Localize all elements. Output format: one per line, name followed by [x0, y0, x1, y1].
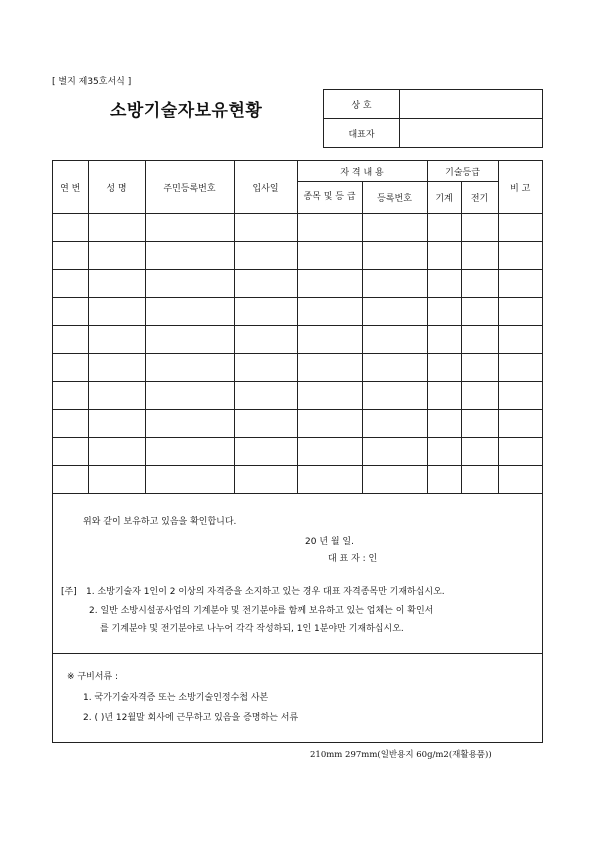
table-cell[interactable] — [53, 410, 88, 438]
table-cell[interactable] — [297, 382, 362, 410]
table-cell[interactable] — [145, 326, 234, 354]
table-cell[interactable] — [234, 214, 297, 242]
table-row — [53, 438, 542, 466]
table-cell[interactable] — [362, 242, 427, 270]
technician-table — [53, 161, 542, 494]
table-cell[interactable] — [297, 466, 362, 494]
col-header-mechanical: 기계 — [427, 182, 461, 214]
table-cell[interactable] — [427, 382, 461, 410]
page-title: 소방기술자보유현황 — [110, 101, 263, 121]
form-frame — [52, 160, 543, 743]
table-cell[interactable] — [297, 438, 362, 466]
table-cell[interactable] — [461, 466, 498, 494]
table-row — [53, 298, 542, 326]
table-cell[interactable] — [88, 354, 145, 382]
table-cell[interactable] — [498, 438, 542, 466]
form-reference: [ 별지 제35호서식 ] — [52, 77, 132, 87]
table-cell[interactable] — [234, 270, 297, 298]
table-cell[interactable] — [88, 270, 145, 298]
table-cell[interactable] — [427, 438, 461, 466]
table-cell[interactable] — [461, 270, 498, 298]
table-cell[interactable] — [234, 382, 297, 410]
table-row — [53, 382, 542, 410]
table-cell[interactable] — [145, 438, 234, 466]
table-cell[interactable] — [362, 438, 427, 466]
table-cell[interactable] — [461, 214, 498, 242]
company-info-table — [323, 89, 543, 148]
documents-heading: ※ 구비서류 : — [67, 672, 119, 682]
table-cell[interactable] — [53, 298, 88, 326]
table-cell[interactable] — [297, 298, 362, 326]
table-cell[interactable] — [88, 466, 145, 494]
table-cell[interactable] — [461, 354, 498, 382]
table-cell[interactable] — [498, 466, 542, 494]
table-cell[interactable] — [427, 466, 461, 494]
table-cell[interactable] — [297, 410, 362, 438]
table-cell[interactable] — [498, 270, 542, 298]
table-cell[interactable] — [234, 242, 297, 270]
table-cell[interactable] — [234, 298, 297, 326]
table-cell[interactable] — [234, 354, 297, 382]
note-line-2a: 2. 일반 소방시설공사업의 기계분야 및 전기분야를 함께 보유하고 있는 업체는 이 확인서 — [89, 606, 434, 616]
table-cell[interactable] — [297, 326, 362, 354]
table-cell[interactable] — [297, 354, 362, 382]
table-cell[interactable] — [53, 466, 88, 494]
table-cell[interactable] — [362, 354, 427, 382]
table-cell[interactable] — [145, 354, 234, 382]
table-cell[interactable] — [145, 466, 234, 494]
table-cell[interactable] — [362, 298, 427, 326]
table-cell[interactable] — [53, 354, 88, 382]
col-header-electrical: 전기 — [461, 182, 498, 214]
table-cell[interactable] — [53, 242, 88, 270]
table-cell[interactable] — [427, 354, 461, 382]
table-row — [53, 214, 542, 242]
company-name-field[interactable] — [400, 90, 543, 119]
note-marker: [주] — [61, 587, 77, 597]
table-cell[interactable] — [297, 270, 362, 298]
table-cell[interactable] — [53, 270, 88, 298]
col-header-qualification: 자 격 내 용 — [297, 161, 427, 182]
table-cell[interactable] — [498, 298, 542, 326]
table-cell[interactable] — [461, 298, 498, 326]
table-cell[interactable] — [362, 214, 427, 242]
table-cell[interactable] — [461, 438, 498, 466]
table-row — [53, 410, 542, 438]
table-cell[interactable] — [88, 242, 145, 270]
table-cell[interactable] — [297, 214, 362, 242]
table-cell[interactable] — [53, 326, 88, 354]
col-header-join-date: 입사일 — [234, 161, 297, 214]
table-cell[interactable] — [498, 326, 542, 354]
table-cell[interactable] — [498, 410, 542, 438]
table-cell[interactable] — [145, 382, 234, 410]
table-cell[interactable] — [498, 214, 542, 242]
confirmation-statement: 위와 같이 보유하고 있음을 확인합니다. — [83, 517, 237, 527]
table-cell[interactable] — [234, 326, 297, 354]
col-header-tech-grade: 기술등급 — [427, 161, 498, 182]
table-cell[interactable] — [461, 382, 498, 410]
table-cell[interactable] — [461, 242, 498, 270]
note-line-1: 1. 소방기술자 1인이 2 이상의 자격증을 소지하고 있는 경우 대표 자격종목만 기재하십시오. — [86, 587, 445, 597]
table-row — [53, 326, 542, 354]
confirmation-section — [53, 494, 542, 654]
table-cell[interactable] — [427, 242, 461, 270]
table-cell[interactable] — [145, 242, 234, 270]
table-cell[interactable] — [362, 270, 427, 298]
table-cell[interactable] — [145, 298, 234, 326]
table-cell[interactable] — [234, 466, 297, 494]
col-header-number: 연 번 — [53, 161, 88, 214]
table-cell[interactable] — [427, 298, 461, 326]
table-row — [53, 354, 542, 382]
table-cell[interactable] — [498, 242, 542, 270]
representative-signature-line: 대 표 자 : 인 — [328, 554, 378, 564]
table-cell[interactable] — [461, 410, 498, 438]
table-cell[interactable] — [362, 382, 427, 410]
table-cell[interactable] — [88, 298, 145, 326]
table-cell[interactable] — [427, 214, 461, 242]
paper-spec-footer: 210mm 297mm(일반용지 60g/m2(재활용품)) — [310, 750, 492, 760]
representative-label: 대표자 — [324, 119, 400, 148]
table-cell[interactable] — [362, 410, 427, 438]
table-cell[interactable] — [88, 410, 145, 438]
table-cell[interactable] — [53, 382, 88, 410]
representative-field[interactable] — [400, 119, 543, 148]
col-header-qual-type: 종목 및 등 급 — [297, 182, 362, 214]
table-cell[interactable] — [145, 270, 234, 298]
note-line-2b: 를 기계분야 및 전기분야로 나누어 각각 작성하되, 1인 1분야만 기재하십시오. — [100, 624, 404, 634]
table-cell[interactable] — [145, 410, 234, 438]
table-cell[interactable] — [427, 270, 461, 298]
document-item-1: 1. 국가기술자격증 또는 소방기술인정수첩 사본 — [83, 693, 269, 703]
col-header-reg-number: 등록번호 — [362, 182, 427, 214]
table-cell[interactable] — [88, 326, 145, 354]
table-cell[interactable] — [53, 438, 88, 466]
table-cell[interactable] — [427, 326, 461, 354]
table-row — [53, 270, 542, 298]
table-row — [53, 242, 542, 270]
table-cell[interactable] — [427, 410, 461, 438]
table-cell[interactable] — [362, 326, 427, 354]
table-cell[interactable] — [88, 382, 145, 410]
table-cell[interactable] — [461, 326, 498, 354]
table-cell[interactable] — [362, 466, 427, 494]
table-row — [53, 466, 542, 494]
col-header-name: 성 명 — [88, 161, 145, 214]
table-cell[interactable] — [297, 242, 362, 270]
table-cell[interactable] — [234, 410, 297, 438]
company-name-label: 상 호 — [324, 90, 400, 119]
table-cell[interactable] — [88, 214, 145, 242]
table-cell[interactable] — [498, 382, 542, 410]
date-line: 20 년 월 일. — [305, 537, 354, 547]
table-cell[interactable] — [88, 438, 145, 466]
col-header-remarks: 비 고 — [498, 161, 542, 214]
col-header-resident-id: 주민등록번호 — [145, 161, 234, 214]
table-cell[interactable] — [53, 214, 88, 242]
table-cell[interactable] — [234, 438, 297, 466]
table-cell[interactable] — [145, 214, 234, 242]
table-cell[interactable] — [498, 354, 542, 382]
document-item-2: 2. ( )년 12월말 회사에 근무하고 있음을 증명하는 서류 — [83, 713, 299, 723]
